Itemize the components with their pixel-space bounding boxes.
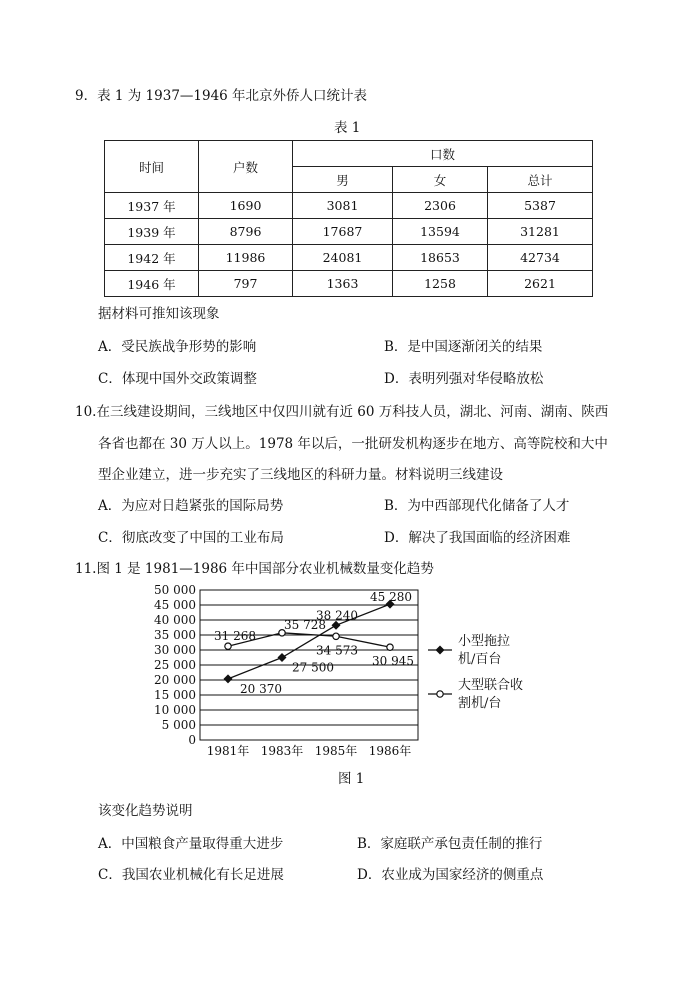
- q11-prompt: 该变化趋势说明: [98, 803, 193, 819]
- cell-year: 1946 年: [105, 271, 199, 297]
- q11-option-b[interactable]: B．家庭联产承包责任制的推行: [357, 836, 543, 852]
- marker-diamond: [224, 674, 233, 683]
- x-tick-label: 1983年: [260, 744, 304, 758]
- legend-label-small-tractor-2: 机/百台: [458, 652, 502, 667]
- q10-option-d[interactable]: D．解决了我国面临的经济困难: [384, 530, 571, 546]
- marker-diamond: [278, 653, 287, 662]
- data-label-small-tractor: 38 240: [316, 608, 358, 623]
- legend-marker-diamond: [436, 646, 445, 655]
- header-total: 总计: [488, 167, 593, 193]
- data-label-small-tractor: 20 370: [240, 681, 282, 696]
- cell-female: 1258: [393, 271, 488, 297]
- header-female: 女: [393, 167, 488, 193]
- q9-stem: 9．表 1 为 1937—1946 年北京外侨人口统计表: [75, 88, 368, 104]
- table-caption: 表 1: [334, 120, 361, 136]
- table-row: [105, 193, 593, 219]
- marker-circle: [387, 644, 393, 650]
- q11-option-a[interactable]: A．中国粮食产量取得重大进步: [98, 836, 284, 852]
- cell-total: 42734: [488, 245, 593, 271]
- cell-male: 3081: [293, 193, 393, 219]
- q11-option-d[interactable]: D．农业成为国家经济的侧重点: [357, 867, 544, 883]
- cell-households: 11986: [199, 245, 293, 271]
- x-tick-label: 1986年: [368, 744, 412, 758]
- y-tick-label: 40 000: [154, 613, 196, 627]
- q9-prompt: 据材料可推知该现象: [98, 306, 220, 322]
- y-tick-label: 0: [188, 733, 196, 747]
- q10-line-3: 型企业建立，进一步充实了三线地区的科研力量。材料说明三线建设: [98, 467, 503, 483]
- cell-households: 1690: [199, 193, 293, 219]
- q11-option-c[interactable]: C．我国农业机械化有长足进展: [98, 867, 284, 883]
- cell-total: 31281: [488, 219, 593, 245]
- header-time: 时间: [105, 141, 199, 193]
- cell-households: 8796: [199, 219, 293, 245]
- cell-female: 13594: [393, 219, 488, 245]
- marker-circle: [333, 633, 339, 639]
- table-row: [105, 219, 593, 245]
- header-households: 户数: [199, 141, 293, 193]
- y-tick-label: 35 000: [154, 628, 196, 642]
- header-male: 男: [293, 167, 393, 193]
- table-row: [105, 245, 593, 271]
- figure-caption: 图 1: [338, 771, 365, 787]
- data-label-combine-harvester: 35 728: [284, 617, 326, 632]
- q10-option-b[interactable]: B．为中西部现代化储备了人才: [384, 498, 570, 514]
- cell-households: 797: [199, 271, 293, 297]
- q9-option-a[interactable]: A．受民族战争形势的影响: [98, 339, 257, 355]
- legend-label-combine-harvester-1: 大型联合收: [458, 678, 524, 693]
- y-tick-label: 15 000: [154, 688, 196, 702]
- legend-label-small-tractor-1: 小型拖拉: [458, 634, 511, 649]
- cell-female: 18653: [393, 245, 488, 271]
- marker-circle: [225, 643, 231, 649]
- cell-total: 2621: [488, 271, 593, 297]
- y-tick-label: 50 000: [154, 583, 196, 597]
- y-tick-label: 20 000: [154, 673, 196, 687]
- y-tick-label: 5 000: [161, 718, 196, 732]
- data-label-combine-harvester: 34 573: [316, 643, 358, 658]
- y-tick-label: 45 000: [154, 598, 196, 612]
- cell-male: 17687: [293, 219, 393, 245]
- data-label-combine-harvester: 30 945: [372, 654, 414, 669]
- x-tick-label: 1985年: [314, 744, 358, 758]
- cell-female: 2306: [393, 193, 488, 219]
- population-table: [104, 140, 593, 297]
- y-tick-label: 25 000: [154, 658, 196, 672]
- q9-option-b[interactable]: B．是中国逐渐闭关的结果: [384, 339, 543, 355]
- data-label-combine-harvester: 31 268: [214, 629, 256, 644]
- x-tick-label: 1981年: [206, 744, 250, 758]
- y-tick-label: 30 000: [154, 643, 196, 657]
- cell-male: 24081: [293, 245, 393, 271]
- header-population: 口数: [293, 141, 593, 167]
- data-label-small-tractor: 45 280: [370, 590, 412, 605]
- cell-year: 1937 年: [105, 193, 199, 219]
- q10-option-a[interactable]: A．为应对日趋紧张的国际局势: [98, 498, 284, 514]
- figure-1-chart: [150, 582, 570, 767]
- y-tick-label: 10 000: [154, 703, 196, 717]
- q10-line-2: 各省也都在 30 万人以上。1978 年以后，一批研发机构逐步在地方、高等院校和大中: [98, 436, 608, 452]
- legend-marker-circle: [437, 691, 443, 697]
- q10-line-1: 10.在三线建设期间，三线地区中仅四川就有近 60 万科技人员，湖北、河南、湖南、陕西: [75, 404, 609, 420]
- cell-year: 1939 年: [105, 219, 199, 245]
- cell-total: 5387: [488, 193, 593, 219]
- legend-label-combine-harvester-2: 割机/台: [458, 696, 502, 711]
- cell-year: 1942 年: [105, 245, 199, 271]
- q9-option-c[interactable]: C．体现中国外交政策调整: [98, 371, 257, 387]
- cell-male: 1363: [293, 271, 393, 297]
- q10-option-c[interactable]: C．彻底改变了中国的工业布局: [98, 530, 284, 546]
- table-row: [105, 271, 593, 297]
- chart-svg: [150, 582, 570, 767]
- q11-stem: 11.图 1 是 1981—1986 年中国部分农业机械数量变化趋势: [75, 561, 434, 577]
- data-label-small-tractor: 27 500: [292, 660, 334, 675]
- q9-option-d[interactable]: D．表明列强对华侵略放松: [384, 371, 544, 387]
